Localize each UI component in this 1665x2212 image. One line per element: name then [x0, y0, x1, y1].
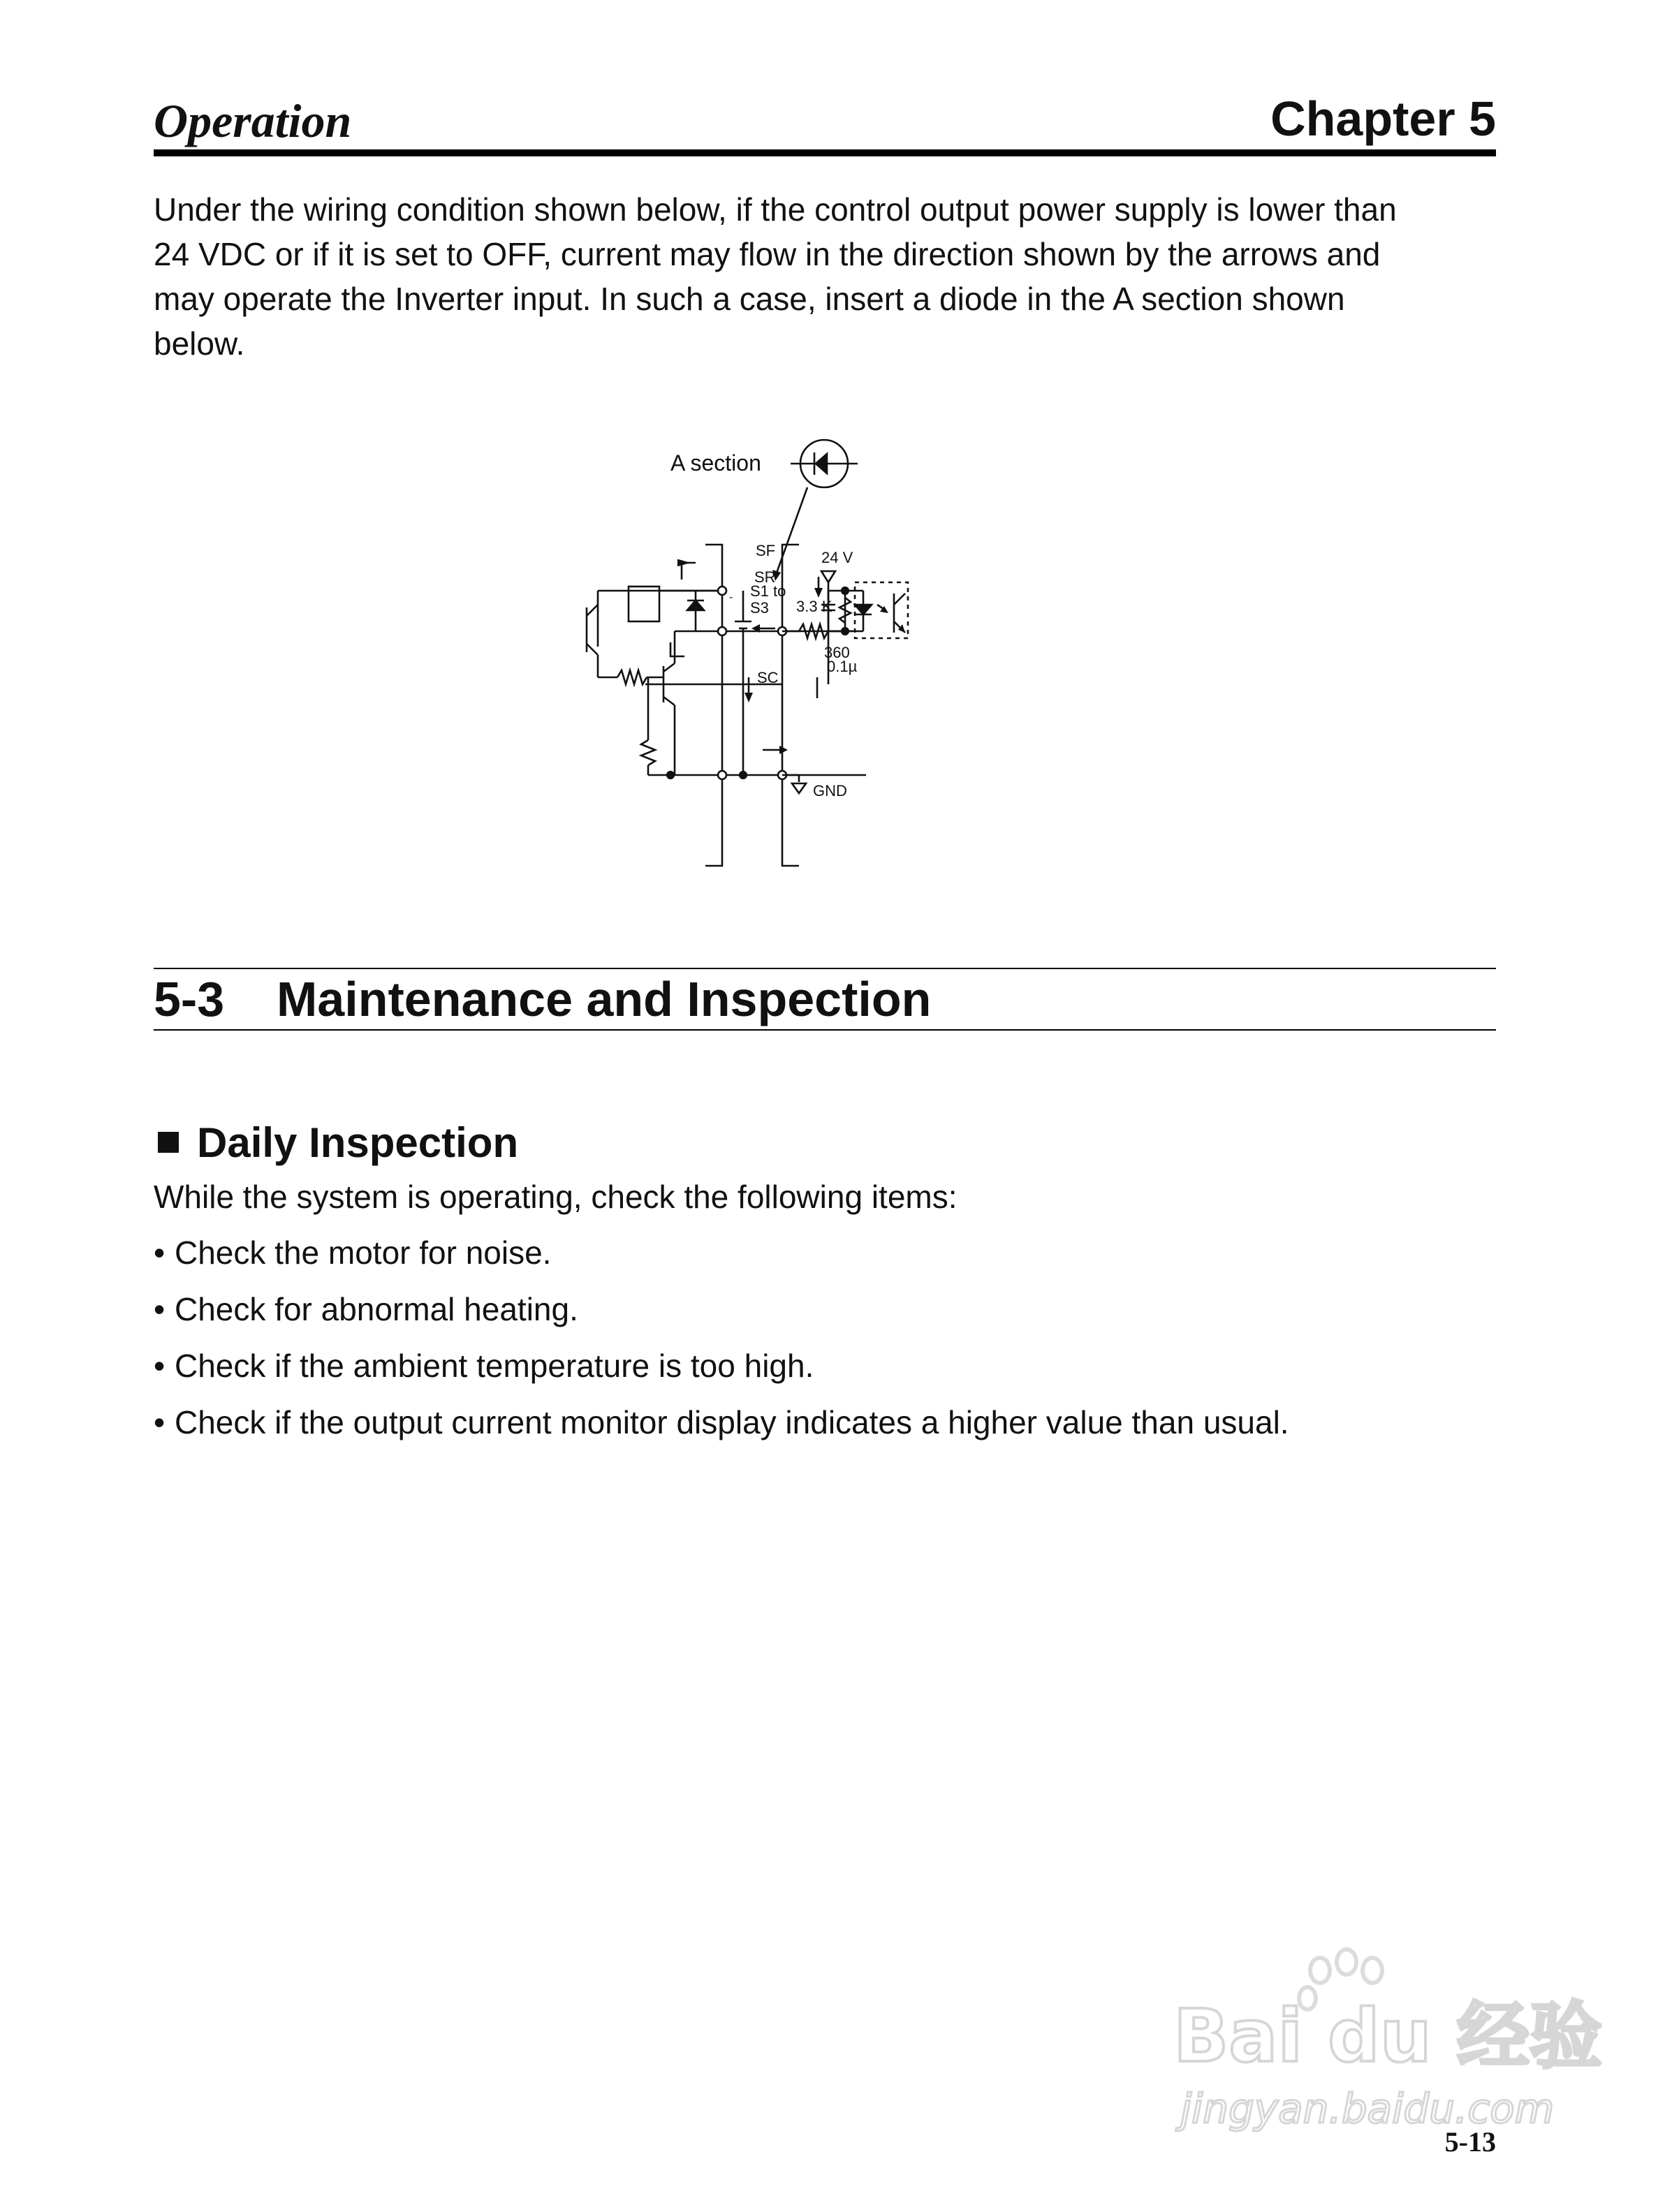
section-title: Maintenance and Inspection — [277, 972, 932, 1026]
r33k-label: 3.3 K — [796, 598, 833, 615]
svg-text:-: - — [729, 591, 733, 603]
v24-label: 24 V — [821, 549, 853, 566]
list-item-text: Check the motor for noise. — [175, 1234, 552, 1271]
bullet-icon: • — [154, 1348, 166, 1384]
section-number: 5-3 — [154, 972, 225, 1026]
wiring-diagram — [489, 398, 1159, 859]
a-section-label: A section — [670, 450, 761, 475]
page-number: 5-13 — [1444, 2126, 1496, 2158]
square-bullet-icon — [158, 1132, 179, 1153]
r360-label: 360 — [824, 644, 850, 661]
list-item-text: Check if the output current monitor display indicates a higher value than usual. — [175, 1404, 1289, 1440]
baidu-watermark — [1159, 1934, 1602, 2144]
c01-label: 0.1µ — [827, 658, 858, 675]
section-rule-bottom — [154, 1029, 1496, 1031]
leader-line — [775, 487, 807, 577]
section-heading — [154, 969, 931, 1029]
sr-label: SR — [754, 568, 776, 586]
watermark-brand: Bai du 经验 — [1173, 1993, 1602, 2079]
intro-line: Under the wiring condition shown below, if the control output power supply is lower than — [154, 191, 1397, 228]
intro-paragraph — [154, 187, 1496, 366]
ground-triangle-icon — [792, 783, 806, 793]
list-item — [154, 1287, 1289, 1343]
bullet-icon: • — [154, 1234, 166, 1271]
list-item — [154, 1343, 1289, 1400]
header-chapter: Chapter 5 — [1270, 91, 1496, 146]
header-rule — [154, 149, 1496, 156]
list-item — [154, 1400, 1289, 1457]
s1to-label: S1 to — [750, 582, 786, 600]
inspection-checklist — [154, 1230, 1289, 1457]
page-header — [154, 85, 1496, 162]
gnd-label: GND — [813, 782, 847, 799]
daily-lead: While the system is operating, check the following items: — [154, 1179, 958, 1215]
sc-label: SC — [757, 669, 779, 686]
daily-inspection-title: Daily Inspection — [197, 1119, 519, 1166]
bullet-icon: • — [154, 1291, 166, 1327]
watermark-url: jingyan.baidu.com — [1180, 2085, 1555, 2132]
supply-triangle-icon — [821, 571, 835, 582]
intro-line: 24 VDC or if it is set to OFF, current may flow in the direction shown by the arrows and — [154, 236, 1381, 272]
intro-line: below. — [154, 325, 245, 362]
bullet-icon: • — [154, 1404, 166, 1440]
intro-line: may operate the Inverter input. In such a case, insert a diode in the A section shown — [154, 281, 1345, 317]
daily-inspection-heading — [154, 1114, 518, 1170]
diode-symbol-icon — [791, 440, 858, 487]
list-item — [154, 1230, 1289, 1287]
sf-label: SF — [756, 542, 776, 559]
s3-label: S3 — [750, 599, 769, 617]
header-title: Operation — [154, 94, 352, 147]
list-item-text: Check if the ambient temperature is too high. — [175, 1348, 814, 1384]
list-item-text: Check for abnormal heating. — [175, 1291, 578, 1327]
